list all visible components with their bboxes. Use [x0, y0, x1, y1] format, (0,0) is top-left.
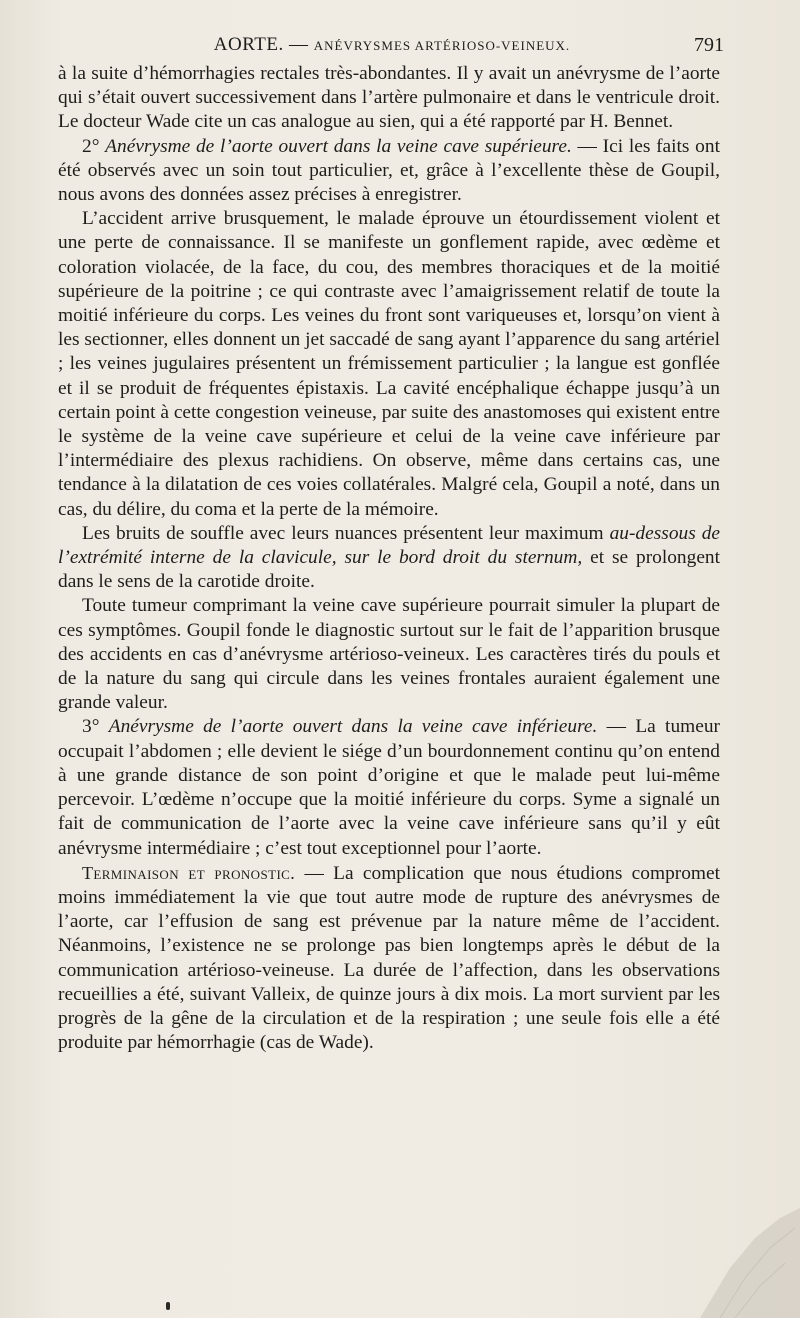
running-head-title: AORTE. [213, 34, 284, 55]
paragraph-p4 [58, 522, 720, 595]
running-head-subtitle: ANÉVRYSMES ARTÉRIOSO-VEINEUX. [313, 38, 571, 53]
running-head [60, 34, 724, 58]
text-segment: 3° [82, 716, 109, 738]
section-heading: Terminaison et pronostic. [82, 862, 296, 883]
corner-smudge [660, 1208, 800, 1318]
running-head-dash: — [288, 34, 309, 55]
paragraph-p2 [58, 135, 720, 208]
text-segment: — La tumeur occupait l’abdomen ; elle devient le siége d’un bourdonnement continu qu’on entend à une grande distance de son point d’origine et que le malade peut lui-même percevoir. L’œdème n’occupe que la moitié inférieure du corps. Syme a signalé un fait de communication de l’aorte avec la veine cave inférieure sans qu’il y eût anévrysme intermédiaire ; c’est tout exceptionnel pour l’aorte. [58, 716, 720, 859]
paragraph-p3 [58, 207, 720, 522]
text-segment: L’accident arrive brusquement, le malade éprouve un étourdissement violent et une perte de connaissance. Il se manifeste un gonflement rapide, avec œdème et coloration violacée, de la face, du cou, des membres thoraciques et de la moitié supérieure de la poitrine ; ce qui contraste avec l’amaigrissement relatif de toute la moitié inférieure du corps. Les veines du front sont variqueuses et, lorsqu’on vient à les sectionner, elles donnent un jet saccadé de sang ayant l’apparence du sang artériel ; les veines jugulaires présentent un frémissement particulier ; la langue est gonflée et il se produit de fréquentes épistaxis. La cavité encéphalique échappe jusqu’à un certain point à cette congestion veineuse, par suite des anastomoses qui existent entre le système de la veine cave supérieure et celui de la veine cave inférieure par l’intermédiaire des plexus rachidiens. On observe, même dans certains cas, une tendance à la dilatation de ces voies collatérales. Malgré cela, Goupil a noté, dans un cas, du délire, du coma et la perte de la mémoire. [58, 208, 720, 520]
italic-text: Anévrysme de l’aorte ouvert dans la veine cave supérieure. [105, 135, 572, 157]
text-segment: et se prolongent dans le sens de la carotide droite. [58, 547, 721, 593]
paragraph-p6 [58, 715, 720, 860]
page-number: 791 [694, 34, 724, 56]
text-segment: à la suite d’hémorrhagies rectales très-abondantes. Il y avait un anévrysme de l’aorte qui s’était ouvert successivement dans l’artère pulmonaire et dans le ventricule droit. Le docteur Wade cite un cas analogue au sien, qui a été rapporté par H. Bennet. [58, 63, 720, 133]
text-segment: — Ici les faits ont été observés avec un soin tout particulier, et, grâce à l’excellente thèse de Goupil, nous avons des données assez précises à enregistrer. [58, 135, 720, 206]
ink-dot [166, 1302, 170, 1310]
italic-text: Anévrysme de l’aorte ouvert dans la veine cave inférieure. [108, 716, 598, 738]
text-segment: — La complication que nous étudions compromet moins immédiatement la vie que tout autre mode de rupture des anévrysmes de l’aorte, car l’effusion de sang est prévenue par la nature même de l’accident. Néanmoins, l’existence ne se prolonge pas bien longtemps après le début de la communication artérioso-veineuse. La durée de l’affection, dans les observations recueillies a été, suivant Valleix, de quinze jours à dix mois. La mort survient par les progrès de la gêne de la circulation et de la respiration ; une seule fois elle a été produite par hémorrhagie (cas de Wade). [58, 862, 720, 1054]
paragraph-p5 [58, 594, 720, 715]
paragraph-p1 [58, 62, 720, 135]
text-segment: 2° [82, 135, 106, 157]
paragraph-p7 [58, 861, 720, 1056]
page-body [58, 62, 720, 1055]
italic-text: au-dessous de l’extrémité interne de la clavicule, sur le bord droit du sternum, [58, 522, 721, 569]
text-segment: Toute tumeur comprimant la veine cave supérieure pourrait simuler la plupart de ces symptômes. Goupil fonde le diagnostic surtout sur le fait de l’apparition brusque des accidents en cas d’anévrysme artérioso-veineux. Les caractères tirés du pouls et de la nature du sang qui circule dans les veines frontales auraient également une grande valeur. [58, 595, 720, 714]
text-segment: Les bruits de souffle avec leurs nuances présentent leur maximum [82, 522, 610, 544]
